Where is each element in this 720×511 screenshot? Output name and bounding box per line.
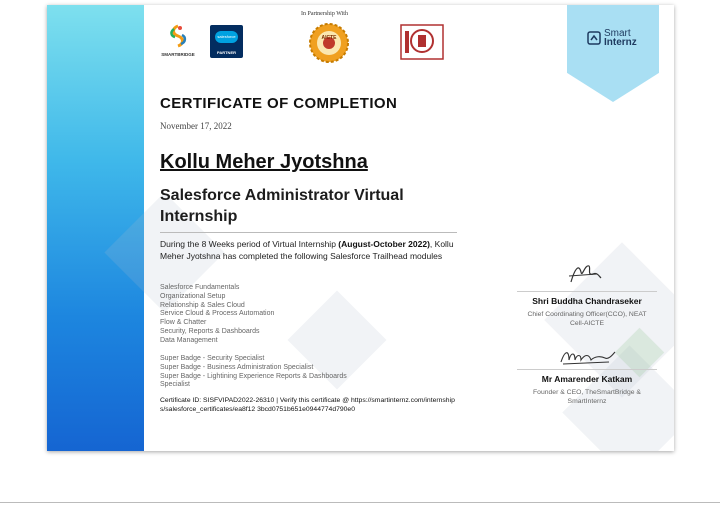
- signature-1: [567, 260, 603, 291]
- signatory-name: Mr Amarender Katkam: [541, 374, 633, 384]
- page-bottom-divider: [0, 502, 720, 503]
- certificate-id: Certificate ID: SISFVIPAD2022-26310 | Verify this certificate @ https://smartinternz.com/internships/salesforce_certificates/ea8f12 3bcd0751b651e0944774d790e0: [160, 397, 455, 413]
- list-item: Service Cloud & Process Automation: [160, 310, 275, 318]
- smart-internz-logo: [587, 29, 637, 47]
- smartbridge-logo: [158, 23, 198, 63]
- description-text-end: , Kollu Meher Jyotshna has completed the following Salesforce Trailhead modules: [160, 239, 454, 261]
- course-name: Salesforce Administrator Virtual Internship: [160, 187, 404, 225]
- list-item: Super Badge - Business Administration Specialist: [160, 363, 314, 371]
- signatory-name: Shri Buddha Chandraseker: [532, 296, 642, 306]
- certificate-date: November 17, 2022: [160, 121, 232, 131]
- university-emblem: [399, 23, 445, 61]
- salesforce-cloud-icon: salesforce: [215, 31, 238, 43]
- list-item: Specialist: [160, 381, 190, 389]
- signatory-role: Chief Coordinating Officer(CCO), NEAT Cell-AICTE: [527, 311, 647, 327]
- completion-description: [160, 239, 460, 262]
- partnership-label: In Partnership With: [301, 11, 348, 17]
- recipient-name: Kollu Meher Jyotshna: [160, 151, 368, 173]
- list-item: Relationship & Sales Cloud: [160, 301, 245, 309]
- smartbridge-icon: [165, 23, 191, 49]
- signatory-2: [517, 369, 657, 406]
- list-item: Super Badge - Security Specialist: [160, 355, 265, 362]
- salesforce-partner-label: PARTNER: [216, 50, 237, 55]
- smart-internz-line2: Internz: [604, 37, 637, 48]
- list-item: Organizational Setup: [160, 292, 226, 300]
- salesforce-partner-badge: [210, 25, 243, 58]
- list-item: Flow & Chatter: [160, 319, 207, 327]
- signature-line: [517, 291, 657, 292]
- superbadge-list: [160, 355, 420, 390]
- aicte-label: AICTE: [321, 35, 337, 41]
- list-item: Security, Reports & Dashboards: [160, 327, 260, 335]
- aicte-logo: [308, 22, 350, 64]
- list-item: Salesforce Fundamentals: [160, 284, 240, 291]
- list-item: Data Management: [160, 336, 218, 344]
- description-text: During the 8 Weeks period of Virtual Internship: [160, 239, 339, 249]
- signatory-1: [517, 291, 657, 328]
- emblem-icon: [399, 23, 445, 61]
- divider: [160, 232, 457, 233]
- signature-icon: [557, 344, 617, 368]
- description-period: (August-October 2022): [338, 239, 430, 249]
- smart-internz-icon: [587, 31, 601, 45]
- aicte-seal-icon: [308, 22, 350, 64]
- signature-line: [517, 369, 657, 370]
- certificate-title: CERTIFICATE OF COMPLETION: [160, 95, 398, 112]
- smart-internz-ribbon: [567, 5, 659, 102]
- smart-internz-line1: Smart: [604, 28, 631, 39]
- signature-icon: [567, 260, 603, 286]
- module-list: [160, 284, 420, 346]
- certificate-card: [47, 5, 674, 451]
- signatory-role: Founder & CEO, TheSmartBridge & SmartInternz: [533, 389, 641, 405]
- smartbridge-logo-text: SMARTBRIDGE: [161, 52, 195, 57]
- list-item: Super Badge - Lightining Experience Reports & Dashboards: [160, 372, 347, 380]
